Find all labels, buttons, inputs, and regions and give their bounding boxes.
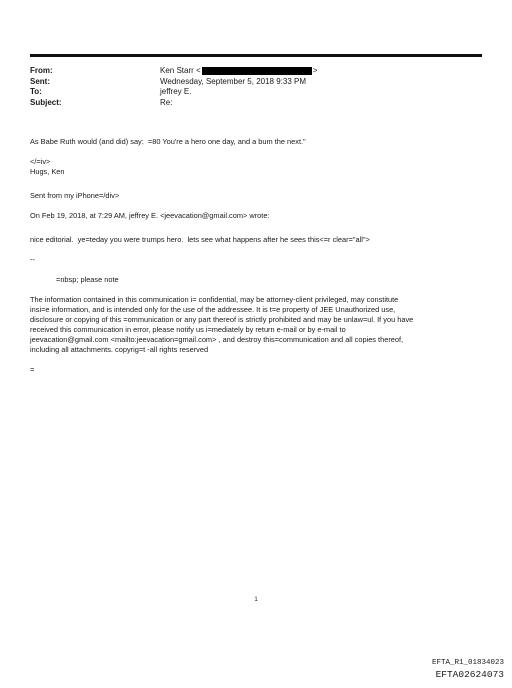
- from-value: [160, 66, 317, 77]
- document-ids: [432, 658, 504, 680]
- body-line: =: [30, 365, 35, 374]
- quoted-header: On Feb 19, 2018, at 7:29 AM, jeffrey E. <jeevacation@gmail.com> wrote:: [30, 211, 270, 220]
- sent-value: Wednesday, September 5, 2018 9:33 PM: [160, 76, 307, 86]
- body-line: </=iv>: [30, 157, 51, 166]
- header-rule: [30, 54, 482, 57]
- sent-row: [30, 77, 482, 88]
- disclaimer-line: insi=e information, and is intended only for the use of the addressee. It is t=e property of JEE Unauthorized use,: [30, 305, 396, 314]
- doc-id-1: EFTA_R1_01834023: [431, 659, 504, 667]
- email-header: [30, 66, 482, 108]
- email-body: [30, 137, 482, 375]
- body-line: nice editorial. ye=teday you were trumps hero. lets see what happens after he sees this<=r clear="all">: [30, 235, 370, 244]
- body-line: Sent from my iPhone=/div>: [30, 191, 120, 200]
- disclaimer-line: jeevacation@gmail.com <mailto:jeevacation=gmail.com> , and destroy this=communication and all copies thereof,: [30, 335, 404, 344]
- subject-label: Subject:: [30, 97, 62, 107]
- from-row: [30, 66, 482, 77]
- disclaimer-line: The information contained in this communication i= confidential, may be attorney-client privileged, may constitute: [30, 295, 399, 304]
- body-line: As Babe Ruth would (and did) say: =80 You're a hero one day, and a bum the next.": [30, 137, 306, 146]
- disclaimer-line: including all attachments. copyrig=t -all rights reserved: [30, 345, 209, 354]
- to-value: jeffrey E.: [160, 87, 192, 96]
- from-tail: >: [312, 66, 318, 75]
- redaction-bar: [202, 67, 312, 75]
- signature: Hugs, Ken: [30, 167, 65, 176]
- sent-label: Sent:: [30, 76, 50, 86]
- disclaimer-line: disclosure or copying of this =ommunication or any part thereof is strictly prohibited and may be unlaw=ul. If you have: [30, 315, 414, 324]
- body-line: =nbsp; please note: [56, 275, 119, 284]
- from-name: Ken Starr <: [160, 66, 201, 75]
- subject-row: [30, 98, 482, 109]
- doc-id-2: EFTA02624073: [435, 669, 504, 680]
- from-label: From:: [30, 66, 53, 75]
- to-label: To:: [30, 87, 42, 96]
- separator: --: [30, 255, 35, 264]
- page-number: 1: [254, 597, 258, 603]
- disclaimer-line: received this communication in error, please notify us i=mediately by return e-mail or by e-mail to: [30, 325, 346, 334]
- subject-value: Re:: [160, 97, 173, 107]
- to-row: [30, 87, 482, 98]
